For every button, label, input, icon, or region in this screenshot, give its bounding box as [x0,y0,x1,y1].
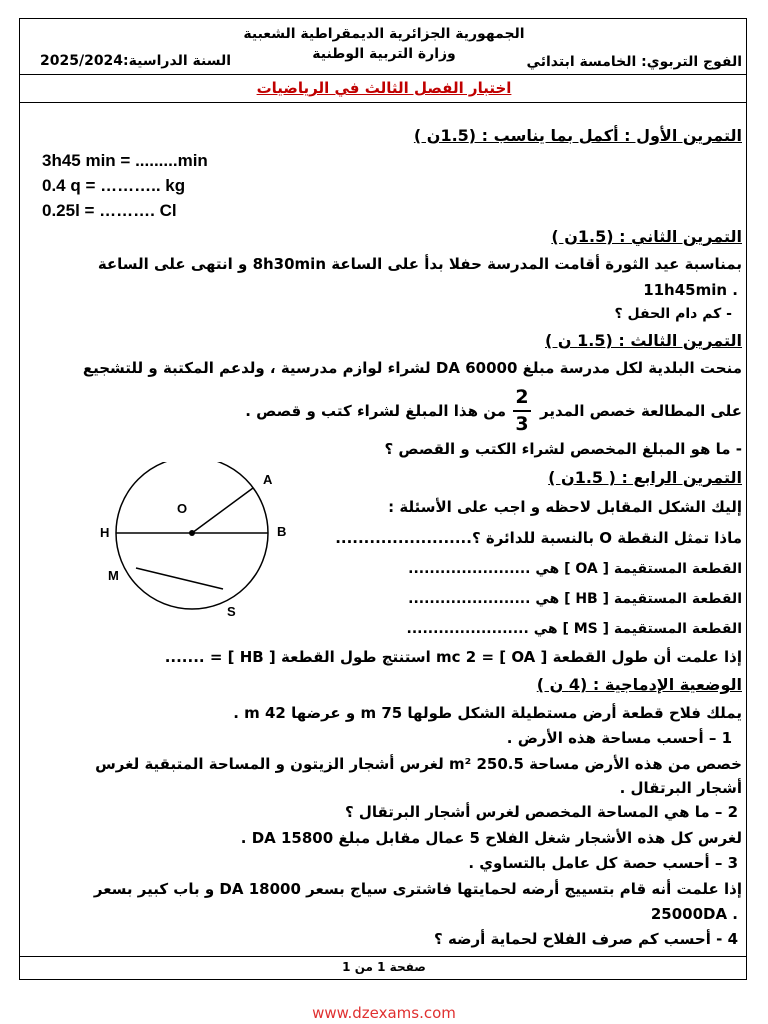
ex4-title: التمرين الرابع : ( 1.5ن ) [548,468,742,487]
site-link[interactable]: www.dzexams.com [312,1004,456,1022]
ex4-seg2: القطعة المستقيمة [ HB ] هي ....................... [408,591,742,607]
label-m: M [108,568,119,583]
label-b: B [277,524,287,539]
segment-oa [192,488,253,533]
ex3-text1: منحت البلدية لكل مدرسة مبلغ 60000 DA لشراء لوازم مدرسية ، ولدعم المكتبة و للتشجيع [82,359,742,377]
ex2-text2: 11h45min . [643,281,738,299]
page-number: صفحة 1 من 1 [342,960,426,974]
ex4-q1: ماذا تمثل النقطة O بالنسبة للدائرة ؟........................ [335,529,742,547]
segment-ms [136,568,223,589]
ex3-text2b: من هذا المبلغ لشراء كتب و قصص . [245,402,506,420]
ex5-text3: أشجار البرتقال . [619,779,742,797]
ex5-text2: خصص من هذه الأرض مساحة 250.5 m² لغرس أشجار الزيتون و المساحة المتبقية لغرس [95,755,742,773]
ex3-text2a: على المطالعة خصص المدير [540,402,742,420]
header-divider [19,74,747,75]
label-o: O [177,501,188,516]
ex5-q2: 2 – ما هي المساحة المخصص لغرس أشجار البرتقال ؟ [344,803,738,821]
label-h: H [100,525,110,540]
ex5-q1: 1 – أحسب مساحة هذه الأرض . [506,729,732,747]
ex5-text1: يملك فلاح قطعة أرض مستطيلة الشكل طولها 75 m و عرضها m 42 . [233,704,742,722]
circle-figure [95,462,305,622]
label-s: S [227,604,236,619]
fraction-numerator: 2 [515,386,529,408]
class-label: الفوج التربوي: الخامسة ابتدائي [526,54,742,70]
ex3-title: التمرين الثالث : (1.5 ن ) [545,331,742,350]
ex1-line1: 3h45 min = .........min [42,151,208,170]
ex5-q3: 3 – أحسب حصة كل عامل بالتساوي . [468,854,738,872]
ex5-text5: إذا علمت أنه قام بتسييج أرضه لحمايتها فاشترى سياج بسعر 18000 DA و باب كبير بسعر [93,880,742,898]
ministry-heading: وزارة التربية الوطنية [312,46,456,62]
exam-title: اختبار الفصل الثالث في الرياضيات [256,79,512,97]
ex5-text4: لغرس كل هذه الأشجار شغل الفلاح 5 عمال مقابل مبلغ 15800 DA . [240,829,742,847]
ex5-text6: 25000DA . [650,905,738,923]
school-year [40,54,231,68]
label-a: A [263,472,273,487]
ex4-seg3: القطعة المستقيمة [ MS ] هي ....................... [406,621,742,637]
ex1-title: التمرين الأول : أكمل بما يناسب : (1.5ن ) [413,126,742,145]
ex5-title: الوضعية الإدماجية : (4 ن ) [536,675,742,694]
ex4-q2: إذا علمت أن طول القطعة [ OA ] = mc 2 استنتج طول القطعة [ HB ] = ....... [164,648,742,666]
fraction-denominator: 3 [515,413,529,435]
ex2-title: التمرين الثاني : (1.5ن ) [551,227,742,246]
ex4-seg1: القطعة المستقيمة [ OA ] هي ....................... [408,561,742,577]
ex4-intro: إليك الشكل المقابل لاحظه و اجب على الأسئلة : [388,498,742,516]
footer-divider [19,956,747,957]
republic-heading: الجمهورية الجزائرية الديمقراطية الشعبية [243,26,525,42]
ex1-line2: 0.4 q = ……….. kg [42,176,186,195]
ex1-line3: 0.25l = ………. Cl [42,201,177,220]
ex2-question: - كم دام الحفل ؟ [614,306,732,322]
school-year-value: 2025/2024 [40,53,124,69]
center-point [189,530,195,536]
school-year-label: السنة الدراسية: [123,53,231,69]
ex5-q4: 4 - أحسب كم صرف الفلاح لحماية أرضه ؟ [434,930,738,948]
ex2-text1: بمناسبة عيد الثورة أقامت المدرسة حفلا بدأ على الساعة 8h30min و انتهى على الساعة [97,255,742,273]
ex3-question: - ما هو المبلغ المخصص لشراء الكتب و القصص ؟ [384,440,742,458]
fraction-bar [513,410,531,412]
title-divider [19,102,747,103]
